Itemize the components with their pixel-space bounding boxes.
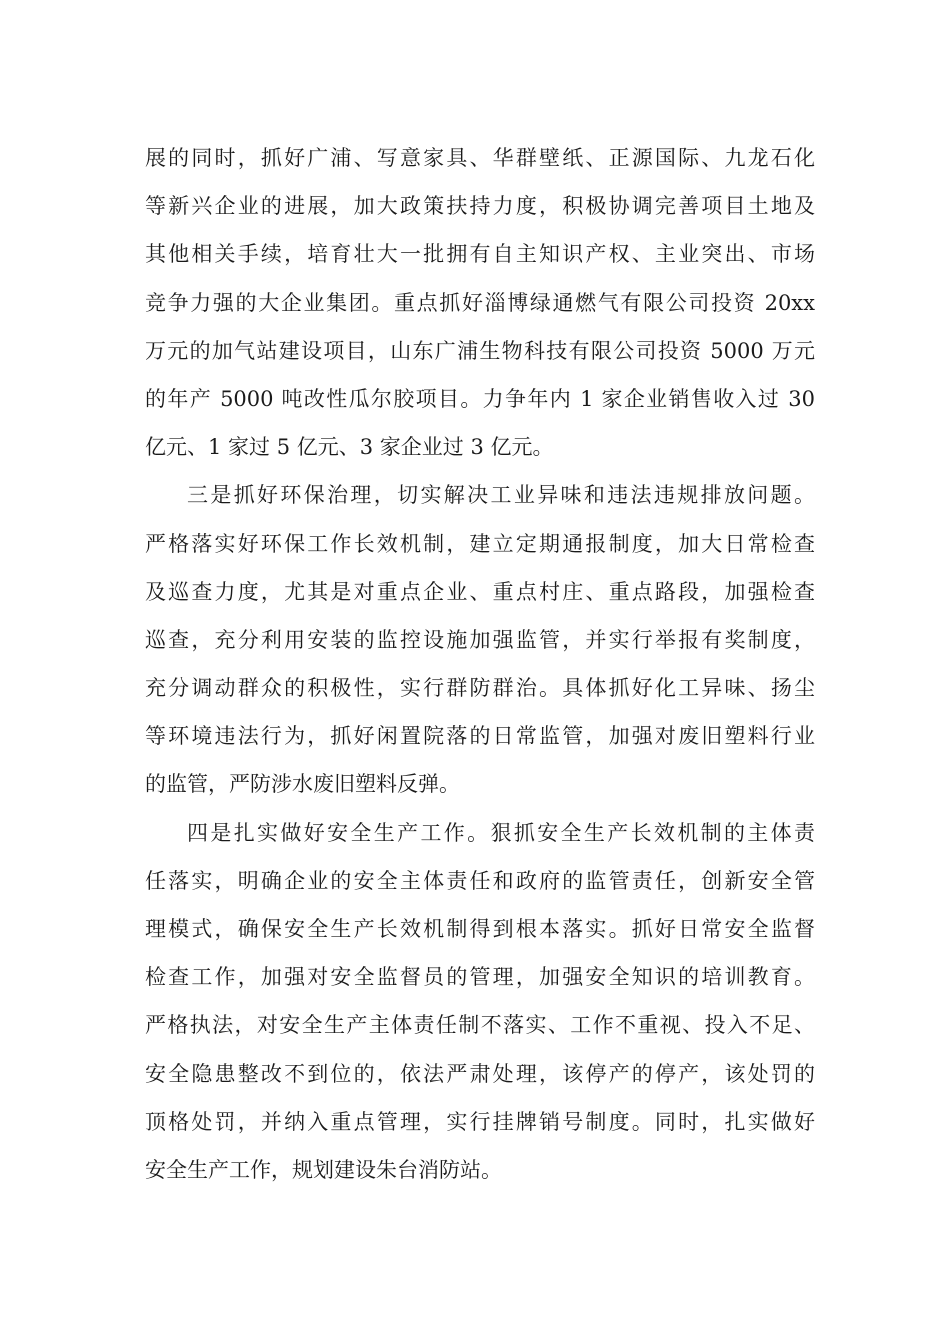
text-line: 及巡查力度，尤其是对重点企业、重点村庄、重点路段，加强检查 <box>145 579 815 604</box>
paragraph-2 <box>145 471 815 808</box>
text-line: 亿元、1 家过 5 亿元、3 家企业过 3 亿元。 <box>145 435 554 460</box>
text-line: 严格执法，对安全生产主体责任制不落实、工作不重视、投入不足、 <box>145 1013 815 1038</box>
text-line: 万元的加气站建设项目，山东广浦生物科技有限公司投资 5000 万元 <box>145 338 815 363</box>
text-line: 严格落实好环保工作长效机制，建立定期通报制度，加大日常检查 <box>145 531 815 556</box>
paragraph-3 <box>145 809 815 1195</box>
text-line: 三是抓好环保治理，切实解决工业异味和违法违规排放问题。 <box>187 483 815 508</box>
text-line: 理模式，确保安全生产长效机制得到根本落实。抓好日常安全监督 <box>145 917 815 941</box>
document-body <box>145 134 815 1194</box>
text-line: 等环境违法行为，抓好闲置院落的日常监管，加强对废旧塑料行业 <box>145 724 815 749</box>
text-line: 等新兴企业的进展，加大政策扶持力度，积极协调完善项目土地及 <box>145 194 815 219</box>
text-line: 任落实，明确企业的安全主体责任和政府的监管责任，创新安全管 <box>145 868 815 893</box>
paragraph-1 <box>145 134 815 471</box>
text-line: 检查工作，加强对安全监督员的管理，加强安全知识的培训教育。 <box>145 965 815 990</box>
text-line: 展的同时，抓好广浦、写意家具、华群壁纸、正源国际、九龙石化 <box>145 146 815 170</box>
text-line: 其他相关手续，培育壮大一批拥有自主知识产权、主业突出、市场 <box>145 242 815 267</box>
text-line: 充分调动群众的积极性，实行群防群治。具体抓好化工异味、扬尘 <box>145 676 815 701</box>
text-line: 顶格处罚，并纳入重点管理，实行挂牌销号制度。同时，扎实做好 <box>145 1109 815 1134</box>
text-line: 的监管，严防涉水废旧塑料反弹。 <box>145 772 460 797</box>
text-line: 的年产 5000 吨改性瓜尔胶项目。力争年内 1 家企业销售收入过 30 <box>145 386 815 411</box>
text-line: 安全隐患整改不到位的，依法严肃处理，该停产的停产，该处罚的 <box>145 1061 815 1086</box>
text-line: 巡查，充分利用安装的监控设施加强监管，并实行举报有奖制度， <box>145 627 815 652</box>
text-line: 安全生产工作，规划建设朱台消防站。 <box>145 1157 502 1182</box>
text-line: 四是扎实做好安全生产工作。狠抓安全生产长效机制的主体责 <box>187 820 815 845</box>
text-line: 竞争力强的大企业集团。重点抓好淄博绿通燃气有限公司投资 20xx <box>145 290 815 315</box>
